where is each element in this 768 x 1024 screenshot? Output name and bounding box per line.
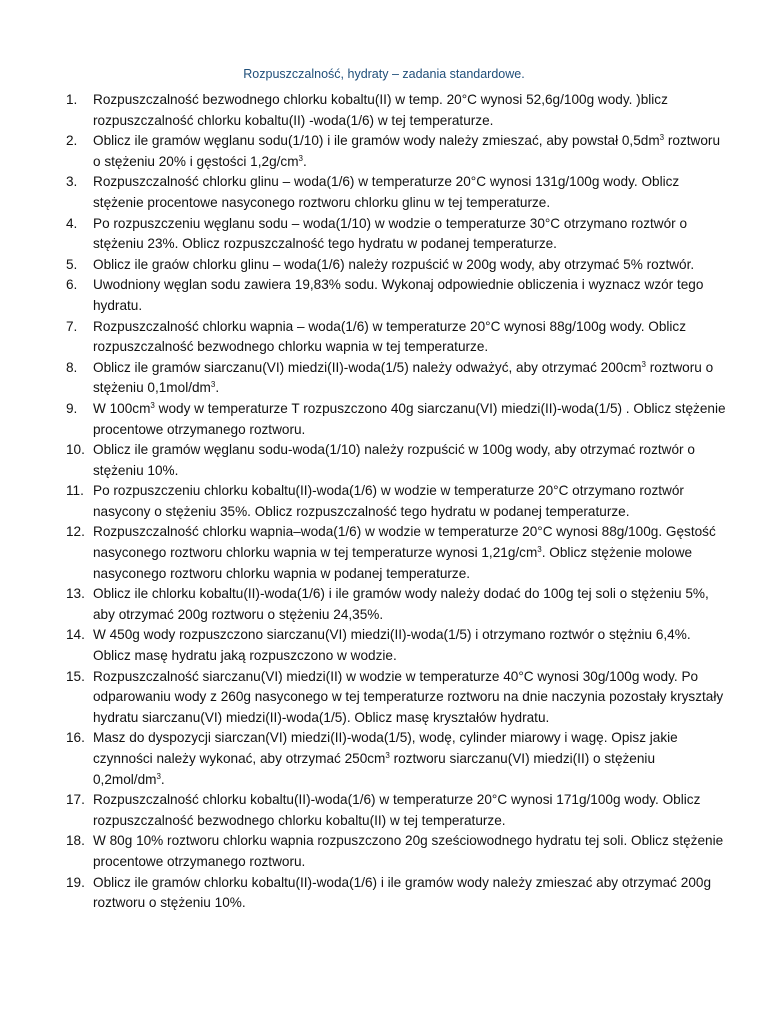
superscript: 3 — [298, 153, 303, 163]
task-item — [66, 625, 726, 666]
task-number: 6. — [66, 277, 78, 293]
task-text — [93, 90, 726, 131]
task-text — [93, 317, 726, 358]
task-text-segment: . — [215, 380, 220, 396]
task-text-segment: Po rozpuszczeniu węglanu sodu – woda(1/10) w wodzie o temperaturze 30°C otrzymano roztwór o stężeniu 23%. Oblicz rozpuszczalność tego hydratu w podanej temperaturze. — [93, 215, 688, 252]
task-text-segment: Rozpuszczalność chlorku wapnia – woda(1/6) w temperaturze 20°C wynosi 88g/100g wody. Oblicz rozpuszczalność bezwodnego chlorku wapnia w tej temperaturze. — [93, 318, 687, 355]
task-item — [66, 172, 726, 213]
task-number: 16. — [66, 730, 85, 746]
task-number: 11. — [66, 483, 84, 499]
task-number: 4. — [66, 215, 78, 231]
task-text-segment: Oblicz ile gramów węglanu sodu(1/10) i ile gramów wody należy zmieszać, aby powstał 0,5dm — [93, 133, 660, 149]
task-text — [93, 481, 726, 522]
task-text-segment: W 100cm — [93, 400, 151, 416]
task-text — [93, 522, 726, 584]
task-text-segment: Masz do dyspozycji siarczan(VI) miedzi(II)-woda(1/5), wodę, cylinder miarowy i wagę. Opisz jakie czynności należy wykonać, aby otrzymać 250cm — [93, 730, 678, 766]
task-number: 5. — [66, 256, 78, 272]
task-number: 17. — [66, 792, 85, 808]
task-number: 18. — [66, 833, 85, 849]
task-text-segment: W 450g wody rozpuszczono siarczanu(VI) miedzi(II)-woda(1/5) i otrzymano roztwór o stężniu 6,4%. Oblicz masę hydratu jaką rozpuszczono w wodzie. — [93, 627, 691, 664]
task-item — [66, 275, 726, 316]
task-item — [66, 440, 726, 481]
task-item — [66, 131, 726, 172]
task-item — [66, 584, 726, 625]
task-number: 13. — [66, 586, 85, 602]
task-number: 12. — [66, 524, 85, 540]
task-number: 8. — [66, 359, 78, 375]
task-text-segment: . — [302, 153, 307, 169]
task-text — [93, 667, 726, 729]
task-text — [93, 625, 726, 666]
task-number: 15. — [66, 668, 85, 684]
task-item — [66, 790, 726, 831]
task-number: 10. — [66, 442, 85, 458]
task-item — [66, 399, 726, 440]
task-text-segment: Oblicz ile gramów siarczanu(VI) miedzi(II)-woda(1/5) należy odważyć, aby otrzymać 200cm — [93, 359, 642, 375]
task-text — [93, 358, 726, 399]
task-text-segment: wody w temperaturze T rozpuszczono 40g siarczanu(VI) miedzi(II)-woda(1/5) . Oblicz stężenie procentowe otrzymanego roztworu. — [93, 400, 726, 437]
task-text-segment: Rozpuszczalność chlorku glinu – woda(1/6) w temperaturze 20°C wynosi 131g/100g wody. Oblicz stężenie procentowe nasyconego roztworu chlorku glinu w tej temperaturze. — [93, 174, 680, 210]
task-item — [66, 358, 726, 399]
task-text — [93, 728, 726, 790]
superscript: 3 — [537, 545, 542, 555]
document-title: Rozpuszczalność, hydraty – zadania standardowe. — [243, 67, 525, 81]
task-text-segment: . — [160, 771, 165, 787]
task-text-segment: roztworu o stężeniu 0,1mol/dm — [93, 359, 714, 396]
task-number: 14. — [66, 627, 85, 643]
task-text-segment: Rozpuszczalność siarczanu(VI) miedzi(II) w wodzie w temperaturze 40°C wynosi 30g/100g wody. Po odparowaniu wody z 260g nasyconego w tej temperaturze roztworu na dnie naczynia pozostały kryształy hydratu siarczanu(VI) miedzi(II)-woda(1/5). Oblicz masę kryształów hydratu. — [93, 668, 724, 725]
task-text-segment: roztworu siarczanu(VI) miedzi(II) o stężeniu 0,2mol/dm — [93, 751, 656, 787]
task-text — [93, 275, 726, 316]
task-text-segment: Po rozpuszczeniu chlorku kobaltu(II)-woda(1/6) w wodzie w temperaturze 20°C otrzymano roztwór nasycony o stężeniu 35%. Oblicz rozpuszczalność tego hydratu w podanej temperaturze. — [93, 483, 684, 519]
task-item — [66, 667, 726, 729]
task-text-segment: Rozpuszczalność chlorku kobaltu(II)-woda(1/6) w temperaturze 20°C wynosi 171g/100g wody. Oblicz rozpuszczalność bezwodnego chlorku kobaltu(II) w tej temperaturze. — [93, 792, 701, 828]
task-text — [93, 172, 726, 213]
task-text-segment: Oblicz ile chlorku kobaltu(II)-woda(1/6) i ile gramów wody należy dodać do 100g tej soli o stężeniu 5%, aby otrzymać 200g roztworu o stężeniu 24,35%. — [93, 586, 709, 622]
task-number: 2. — [66, 133, 78, 149]
task-text — [93, 873, 726, 914]
task-number: 3. — [66, 174, 78, 190]
task-text — [93, 214, 726, 255]
task-item — [66, 873, 726, 914]
task-text-segment: Oblicz ile graów chlorku glinu – woda(1/6) należy rozpuścić w 200g wody, aby otrzymać 5% roztwór. — [93, 256, 695, 272]
task-text-segment: W 80g 10% roztworu chlorku wapnia rozpuszczono 20g sześciowodnego hydratu tej soli. Oblicz stężenie procentowe otrzymanego roztworu. — [93, 833, 724, 869]
task-number: 9. — [66, 400, 78, 416]
task-item — [66, 728, 726, 790]
task-text-segment: Oblicz ile gramów chlorku kobaltu(II)-woda(1/6) i ile gramów wody należy zmieszać aby otrzymać 200g roztworu o stężeniu 10%. — [93, 874, 711, 911]
task-text — [93, 399, 726, 440]
superscript: 3 — [210, 380, 216, 390]
task-number: 7. — [66, 318, 78, 334]
task-item — [66, 481, 726, 522]
task-text — [93, 131, 726, 172]
superscript: 3 — [641, 359, 646, 369]
superscript: 3 — [659, 133, 665, 143]
task-text — [93, 584, 726, 625]
task-item — [66, 317, 726, 358]
task-text-segment: Uwodniony węglan sodu zawiera 19,83% sodu. Wykonaj odpowiednie obliczenia i wyznacz wzór tego hydratu. — [93, 277, 704, 313]
superscript: 3 — [385, 751, 390, 760]
task-list — [66, 90, 726, 914]
task-text-segment: Rozpuszczalność chlorku wapnia–woda(1/6) w wodzie w temperaturze 20°C wynosi 88g/100g. Gęstość nasyconego roztworu chlorku wapnia w tej temperaturze wynosi 1,21g/cm — [93, 524, 716, 561]
task-text — [93, 790, 726, 831]
task-text — [93, 440, 726, 481]
task-item — [66, 90, 726, 131]
task-text-segment: . Oblicz stężenie molowe nasyconego roztworu chlorku wapnia w podanej temperaturze. — [93, 545, 693, 581]
task-text-segment: roztworu o stężeniu 20% i gęstości 1,2g/cm — [93, 133, 721, 169]
task-item — [66, 255, 726, 276]
superscript: 3 — [150, 400, 155, 410]
task-text — [93, 831, 726, 872]
task-item — [66, 831, 726, 872]
task-text-segment: Rozpuszczalność bezwodnego chlorku kobaltu(II) w temp. 20°C wynosi 52,6g/100g wody. )blicz rozpuszczalność chlorku kobaltu(II) -woda(1/6) w tej temperaturze. — [93, 92, 668, 128]
superscript: 3 — [156, 771, 161, 781]
task-number: 1. — [66, 92, 78, 107]
task-item — [66, 214, 726, 255]
task-number: 19. — [66, 874, 85, 890]
task-item — [66, 522, 726, 584]
task-text — [93, 255, 726, 276]
task-text-segment: Oblicz ile gramów węglanu sodu-woda(1/10) należy rozpuścić w 100g wody, aby otrzymać roztwór o stężeniu 10%. — [93, 442, 695, 478]
